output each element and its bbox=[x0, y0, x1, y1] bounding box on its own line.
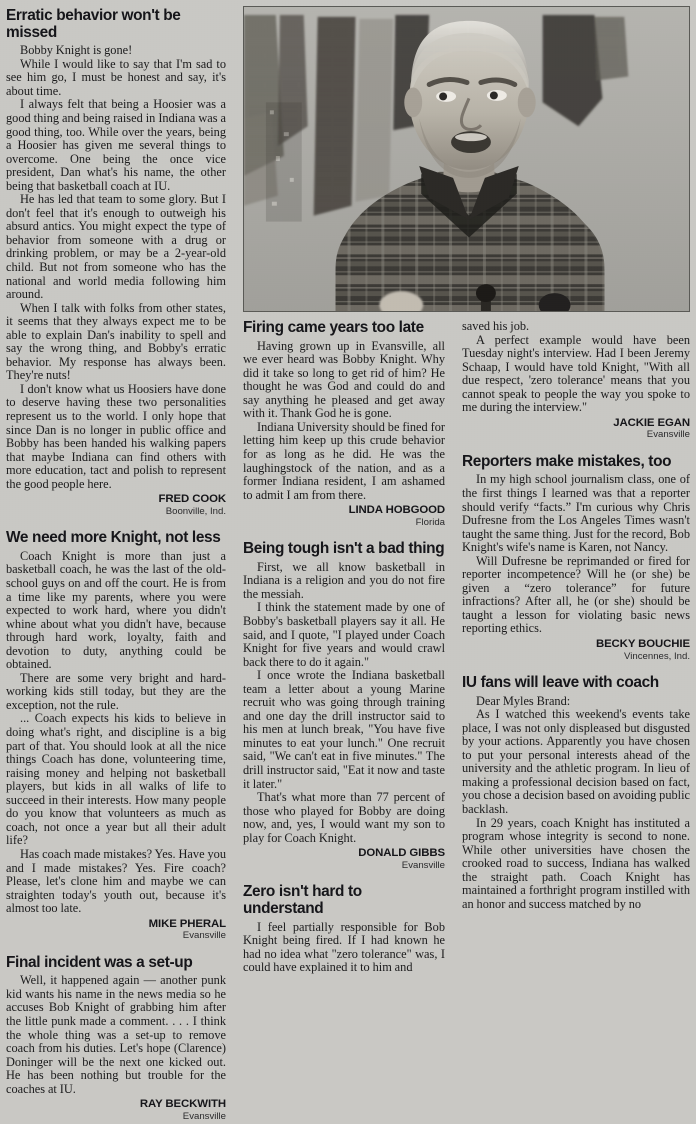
letter-paragraph: Bobby Knight is gone! bbox=[20, 43, 133, 58]
headline-iu-fans-leave: IU fans will leave with coach bbox=[462, 674, 659, 692]
letter-author: JACKIE EGAN bbox=[613, 416, 690, 429]
letter-paragraph: Will Dufresne be reprimanded or fired for reporter incompetence? Will he (or she) be given a “zero tolerance” for future infractions? After all, he (or she) should be taught a lesson for violating basic news reporting ethics. bbox=[462, 553, 690, 636]
letter-paragraph: While I would like to say that I'm sad to see him go, I must be honest and say, it's about time. bbox=[6, 56, 226, 98]
headline-firing-came-late: Firing came years too late bbox=[243, 319, 424, 336]
letter-author: DONALD GIBBS bbox=[358, 847, 445, 860]
letter-paragraph: There are some very bright and hard-working kids still today, but they are the exception, not the rule. bbox=[6, 670, 226, 712]
column-2 bbox=[243, 0, 445, 977]
column-3 bbox=[462, 0, 690, 913]
letter-paragraph: saved his job. bbox=[462, 319, 530, 333]
headline-final-incident: Final incident was a set-up bbox=[6, 953, 193, 971]
letter-paragraph: I once wrote the Indiana basketball team a letter about a young Marine recruit who was going through training and one day the drill instructor said to his men at lunch break, "You have five minutes to eat your lunch." One recruit said, "We can't eat in five minutes." The drill instructor said, "Eat it now and taste it later." bbox=[243, 668, 445, 791]
letter-paragraph: In 29 years, coach Knight has instituted a program whose integrity is second to none. While other universities have chosen the crooked road to success, Indiana has walked the straight path. Coach Knight has maintained a forthright program instilled with an honor and success matched by no bbox=[462, 815, 690, 911]
column-1 bbox=[6, 0, 226, 1124]
letter-city: Florida bbox=[415, 516, 445, 528]
letter-paragraph: Coach Knight is more than just a basketball coach, he was the last of the old-school guys on and off the court. He is from a time like my parents, where you were expected to work hard, where you didn't whine about what you didn't have, because through hard work, loyalty, faith and devotion to duty, anything could be obtained. bbox=[6, 548, 226, 672]
letter-iu-fans-leave bbox=[462, 675, 690, 911]
letter-paragraph: Indiana University should be fined for letting him keep up this crude behavior for as long as he did. He was the laughingstock of the nation, and as a former Indiana resident, I am ashamed to admit I am from there. bbox=[243, 419, 445, 502]
letter-paragraph: In my high school journalism class, one of the first things I learned was that a reporter should verify “facts.” I'm curious why Chris Dufresne from the Los Angeles Times wasn't taught the same thing. Just for the record, Bob Knight's wife's name is Karen, not Nancy. bbox=[462, 472, 690, 555]
letter-paragraph: I always felt that being a Hoosier was a good thing and being raised in Indiana was a good thing, too. While over the years, being a Hoosier has given me several things to overcome. One being the once vice president, Dan what's his name, the other being that basketball coach at IU. bbox=[6, 97, 226, 193]
letter-author: BECKY BOUCHIE bbox=[595, 638, 690, 651]
letter-final-incident bbox=[6, 955, 226, 1123]
letter-paragraph: A perfect example would have been Tuesday night's interview. Had I been Jeremy Schaap, I would have told Knight, "With all due respect, 'zero tolerance' means that you cannot speak to people the way you spoke to me during the interview." bbox=[462, 332, 690, 415]
letter-paragraph: Having grown up in Evansville, all we ever heard was Bobby Knight. Why did it take so long to get rid of him? He thought he was God and could do and say anything he pleased and get away with it. Thank God he is gone. bbox=[243, 338, 445, 421]
letter-city: Vincennes, Ind. bbox=[624, 650, 690, 662]
letter-paragraph: Dear Myles Brand: bbox=[476, 693, 571, 708]
letter-paragraph: First, we all know basketball in Indiana is a religion and you do not fire the messiah. bbox=[243, 559, 445, 601]
letter-author: MIKE PHERAL bbox=[148, 917, 226, 930]
headline-erratic-behavior: Erratic behavior won't be missed bbox=[6, 7, 181, 41]
letter-author: LINDA HOBGOOD bbox=[348, 504, 445, 517]
letter-author: RAY BECKWITH bbox=[139, 1098, 226, 1111]
headline-need-more-knight: We need more Knight, not less bbox=[6, 529, 221, 547]
letter-paragraph: I think the statement made by one of Bobby's basketball players say it all. He said, and I quote, "I played under Coach Knight for five years and would crawl back there to do it again." bbox=[243, 600, 445, 669]
letter-paragraph: I don't know what us Hoosiers have done to deserve having these two personalities represent us to the world. I only hope that since Dan is no longer in public office and Bobby has been handed his walking papers that maybe Indiana can find others with more education, tact and polish to represent the good people here. bbox=[6, 381, 226, 491]
letter-paragraph: Has coach made mistakes? Yes. Have you and I made mistakes? Yes. Fire coach? Please, let's clone him and maybe we can straighten today's youth out, because it's almost too late. bbox=[6, 846, 226, 916]
letter-city: Evansville bbox=[646, 429, 690, 441]
letter-paragraph: Well, it happened again — another punk kid wants his name in the news media so he accuses Bob Knight of grabbing him after the little punk made a comment. . . . I think the whole thing was a set-up to remove coach from his duties. Let's hope (Clarence) Doninger will be the next one kicked out. He has been nothing but trouble for the coaches at IU. bbox=[6, 973, 226, 1096]
headline-reporters-mistakes: Reporters make mistakes, too bbox=[462, 452, 672, 470]
letter-paragraph: That's what more than 77 percent of those who played for Bobby are doing now, and, yes, I would want my son to play for Coach Knight. bbox=[243, 790, 445, 845]
letter-city: Evansville bbox=[182, 930, 226, 942]
letter-paragraph: As I watched this weekend's events take place, I was not only displeased but disgusted by your actions. Apparently you have chosen to put your personal interests ahead of the university and the athletic program. In lieu of making a professional decision based on fact, you chose a decision based on avoiding public backlash. bbox=[462, 707, 690, 817]
letter-zero-not-hard-continued bbox=[462, 320, 690, 441]
letter-city: Evansville bbox=[401, 859, 445, 871]
letter-paragraph: ... Coach expects his kids to believe in doing what's right, and discipline is a big part of that. You should look at all the nice things Coach has done, volunteering time, raising money and helping not basketball players, but kids in all walks of life to succeed in their interests. How many people do you know that volunteers as much as coach, not once a year but all their adult life? bbox=[6, 711, 226, 848]
letter-need-more-knight bbox=[6, 530, 226, 941]
letter-city: Boonville, Ind. bbox=[165, 505, 226, 517]
letter-paragraph: When I talk with folks from other states, it seems that they always expect me to be able to explain Dan's inability to spell and say the wrong thing, and Bobby's erratic behavior. My response has always been. They're nuts! bbox=[6, 300, 226, 383]
letter-being-tough bbox=[243, 541, 445, 871]
letter-city: Evansville bbox=[182, 1110, 226, 1122]
letter-paragraph: He has led that team to some glory. But I don't feel that it's enough to outweigh his absurd antics. You might expect the type of behavior from someone with a drug or drinking problem, or may be a 2-year-old child. But not from someone who has the national and world media following him around. bbox=[6, 192, 226, 302]
letter-author: FRED COOK bbox=[158, 493, 226, 506]
letter-firing-came-late bbox=[243, 320, 445, 528]
letter-erratic-behavior bbox=[6, 8, 226, 517]
headline-being-tough: Being tough isn't a bad thing bbox=[243, 540, 445, 558]
letter-paragraph: I feel partially responsible for Bob Knight being fired. If I had known he had no idea what "zero tolerance" was, I could have explained it to him and bbox=[243, 919, 445, 975]
headline-zero-not-hard: Zero isn't hard to understand bbox=[243, 883, 362, 917]
letter-reporters-mistakes bbox=[462, 454, 690, 662]
letter-zero-not-hard bbox=[243, 884, 445, 974]
